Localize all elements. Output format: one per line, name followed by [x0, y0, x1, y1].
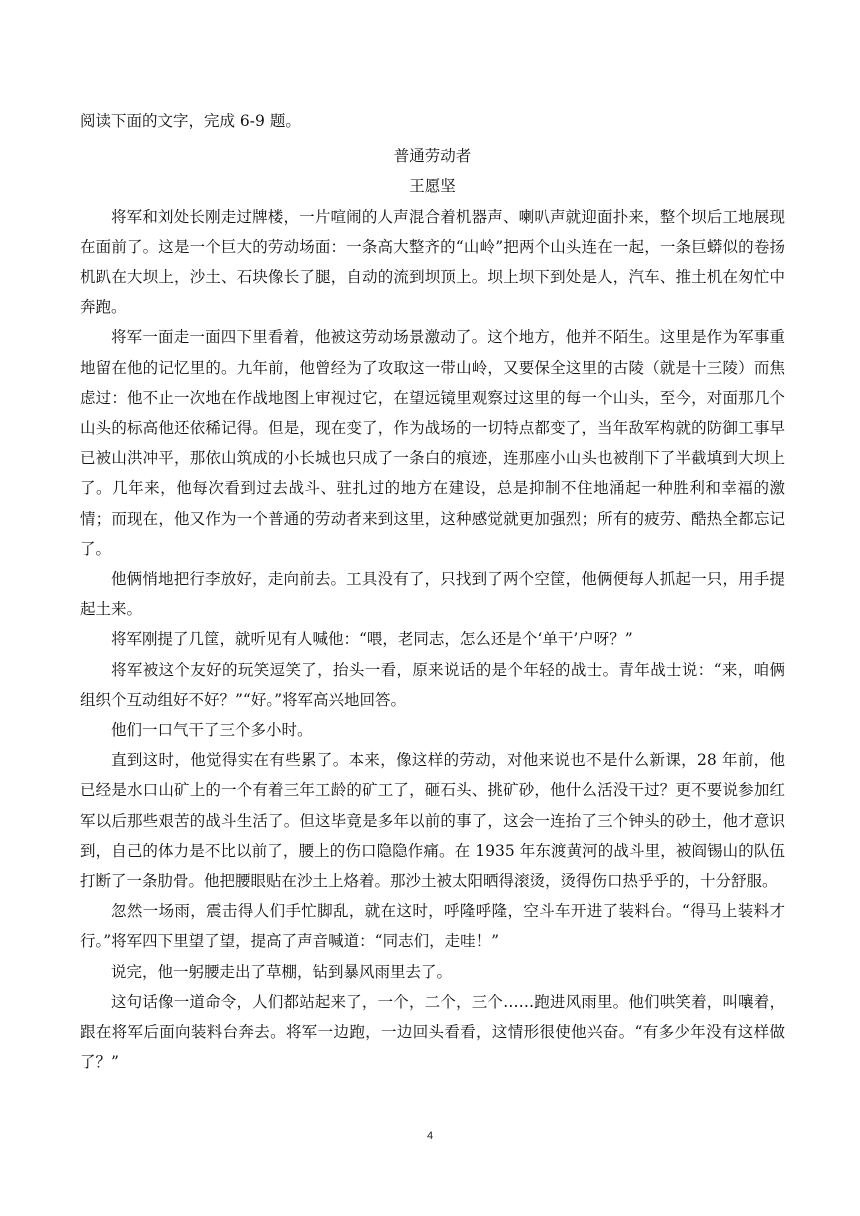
paragraph-8: 忽然一场雨，震击得人们手忙脚乱，就在这时，呼隆呼隆，空斗车开进了装料台。“得马上装料才行。”将军四下里望了望，提高了声音喊道：“同志们，走哇！” — [80, 902, 785, 951]
reading-instruction: 阅读下面的文字，完成 6-9 题。 — [80, 112, 301, 130]
paragraph-1: 将军和刘处长刚走过牌楼，一片喧闹的人声混合着机器声、喇叭声就迎面扑来，整个坝后工地展现在面前了。这是一个巨大的劳动场面：一条高大整齐的“山岭”把两个山头连在一起，一条巨蟒似的卷扬机趴在大坝上，沙土、石块像长了腿，自动的流到坝顶上。坝上坝下到处是人，汽车、推土机在匆忙中奔跑。 — [80, 207, 785, 317]
paragraph-3: 他俩悄地把行李放好，走向前去。工具没有了，只找到了两个空筐，他俩便每人抓起一只，用手提起土来。 — [80, 570, 785, 619]
paragraph-7: 直到这时，他觉得实在有些累了。本来，像这样的劳动，对他来说也不是什么新课，28 年前，他已经是水口山矿上的一个有着三年工龄的矿工了，砸石头、挑矿砂，他什么活没干过？更不要说参加红军以后那些艰苦的战斗生活了。但这毕竟是多年以前的事了，这会一连抬了三个钟头的砂土，他才意识到，自己的体力是不比以前了，腰上的伤口隐隐作痛。在 1935 年东渡黄河的战斗里，被阎锡山的队伍打断了一条肋骨。他把腰眼贴在沙土上烙着。那沙土被太阳晒得滚烫，烫得伤口热乎乎的，十分舒服。 — [80, 751, 785, 891]
article-title: 普通劳动者 — [393, 147, 472, 166]
page-number: 4 — [426, 1130, 434, 1142]
paragraph-10: 这句话像一道命令，人们都站起来了，一个，二个，三个……跑进风雨里。他们哄笑着，叫嚷着，跟在将军后面向装料台奔去。将军一边跑，一边回头看看，这情形很使他兴奋。“有多少年没有这样做了？” — [80, 992, 785, 1072]
paragraph-5: 将军被这个友好的玩笑逗笑了，抬头一看，原来说话的是个年轻的战士。青年战士说：“来，咱俩组织个互动组好不好？”“好。”将军高兴地回答。 — [80, 660, 785, 709]
paragraph-4: 将军刚提了几筐，就听见有人喊他：“喂，老同志，怎么还是个‘单干’户呀？” — [111, 630, 633, 649]
paragraph-9: 说完，他一躬腰走出了草棚，钻到暴风雨里去了。 — [111, 962, 453, 981]
article-author: 王愿坚 — [409, 177, 456, 196]
paragraph-6: 他们一口气干了三个多小时。 — [111, 721, 313, 740]
paragraph-2: 将军一面走一面四下里看着，他被这劳动场景激动了。这个地方，他并不陌生。这里是作为军事重地留在他的记忆里的。九年前，他曾经为了攻取这一带山岭，又要保全这里的古陵（就是十三陵）而焦虑过：他不止一次地在作战地图上审视过它，在望远镜里观察过这里的每一个山头，至今，对面那几个山头的标高他还依稀记得。但是，现在变了，作为战场的一切特点都变了，当年敌军构就的防御工事早已被山洪冲平，那依山筑成的小长城也只成了一条白的痕迹，连那座小山头也被削下了半截填到大坝上了。几年来，他每次看到过去战斗、驻扎过的地方在建设，总是抑制不住地涌起一种胜利和幸福的激情；而现在，他又作为一个普通的劳动者来到这里，这种感觉就更加强烈；所有的疲劳、酷热全都忘记了。 — [80, 328, 785, 558]
document-body — [80, 106, 785, 1078]
